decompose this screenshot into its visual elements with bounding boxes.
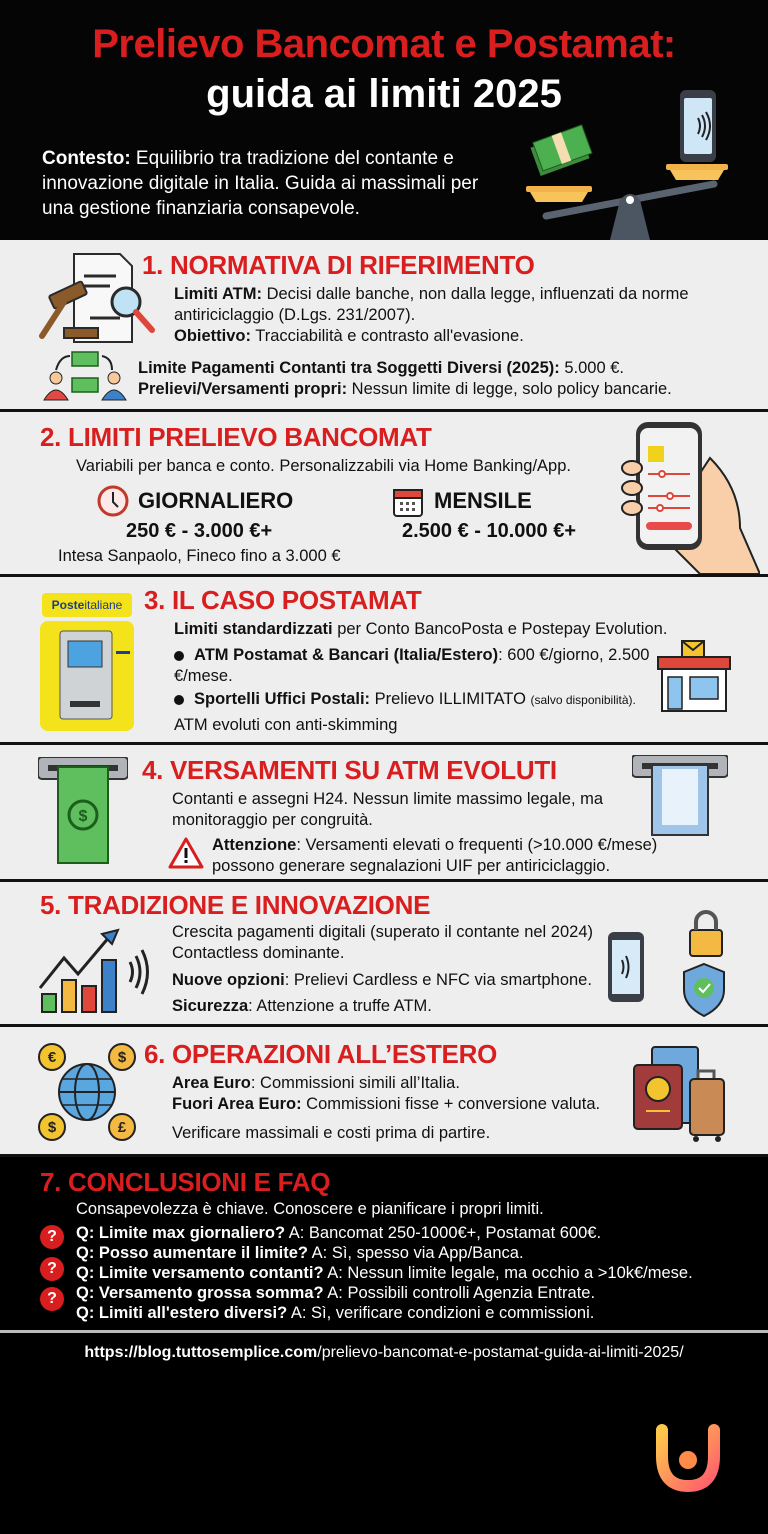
section-title: 1. NORMATIVA DI RIFERIMENTO	[142, 250, 535, 280]
svg-text:€: €	[47, 1049, 57, 1066]
section-title: 2. LIMITI PRELIEVO BANCOMAT	[40, 422, 432, 452]
url-path: /prelievo-bancomat-e-postamat-guida-ai-limiti-2025/	[317, 1344, 684, 1361]
calendar-icon	[392, 484, 424, 518]
question-icon: ?	[40, 1287, 64, 1311]
section-postamat	[0, 577, 768, 745]
title-line-1: Prelievo Bancomat e Postamat:	[92, 22, 676, 66]
intro-text	[174, 619, 734, 640]
question: Q: Versamento grossa somma?	[76, 1284, 324, 1302]
url-domain: https://blog.tuttosemplice.com	[84, 1344, 318, 1361]
bullet-dot	[174, 695, 184, 705]
label: Area Euro	[172, 1074, 251, 1092]
verificare-text: Verificare massimali e costi prima di partire.	[172, 1124, 491, 1142]
note: (salvo disponibilità).	[530, 693, 636, 707]
body: per Conto BancoPosta e Postepay Evolution.	[332, 620, 668, 638]
daily-label: GIORNALIERO	[138, 488, 294, 513]
svg-text:$: $	[117, 1049, 127, 1066]
section-estero	[0, 1027, 768, 1157]
daily-value: 250 € - 3.000 €+	[126, 520, 273, 542]
phone-in-hand-icon	[620, 418, 760, 574]
bullet-sportelli	[174, 689, 664, 711]
daily-note: Intesa Sanpaolo, Fineco fino a 3.000 €	[58, 547, 341, 565]
passport-luggage-icon	[632, 1045, 732, 1145]
label: ATM Postamat & Bancari (Italia/Estero)	[194, 646, 499, 664]
svg-text:$: $	[47, 1119, 57, 1136]
answer: A: Sì, verificare condizioni e commissioni.	[287, 1304, 595, 1322]
context-text	[42, 146, 512, 221]
post-office-icon	[656, 639, 732, 713]
faq-item	[76, 1283, 595, 1304]
section-title: 7. CONCLUSIONI E FAQ	[40, 1167, 331, 1197]
bullet-atm	[174, 645, 664, 687]
cash-deposit-slot-icon	[38, 757, 128, 867]
poste-italiane-logo	[42, 593, 132, 617]
svg-text:£: £	[117, 1119, 127, 1136]
body: : Versamenti elevati o frequenti (>10.000 €/mese) possono generare segnalazioni UIF per antiriciclaggio.	[212, 836, 658, 875]
limite-pagamenti-text	[138, 358, 758, 400]
body: : Prelievi Cardless e NFC via smartphone.	[284, 971, 592, 989]
label: Limiti ATM:	[174, 285, 262, 303]
faq-item	[76, 1263, 693, 1284]
section-faq	[0, 1157, 768, 1333]
question: Q: Limiti all'estero diversi?	[76, 1304, 288, 1322]
label: Limiti standardizzati	[174, 620, 333, 638]
svg-text:$: $	[78, 808, 88, 825]
monthly-value: 2.500 € - 10.000 €+	[402, 520, 577, 542]
cash-scale-phone-icon	[520, 88, 740, 240]
faq-item	[76, 1223, 601, 1244]
check-deposit-slot-icon	[632, 755, 728, 837]
section-title: 4. VERSAMENTI SU ATM EVOLUTI	[142, 755, 557, 785]
limiti-atm-text	[174, 284, 694, 347]
label: Sicurezza	[172, 997, 249, 1015]
question-icon: ?	[40, 1257, 64, 1281]
label: Nuove opzioni	[172, 971, 285, 989]
header	[0, 0, 768, 240]
faq-intro: Consapevolezza è chiave. Conoscere e pianificare i propri limiti.	[76, 1200, 544, 1218]
label: Sportelli Uffici Postali:	[194, 690, 371, 708]
clock-icon	[96, 484, 130, 518]
brand-light: italiane	[84, 598, 123, 612]
body: : Commissioni simili all’Italia.	[250, 1074, 460, 1092]
answer: A: Bancomat 250-1000€+, Postamat 600€.	[285, 1224, 602, 1242]
line2-text	[172, 970, 642, 991]
warning-text	[212, 835, 712, 877]
note-text: ATM evoluti con anti-skimming	[174, 716, 398, 734]
label: Prelievi/Versamenti propri:	[138, 380, 348, 398]
body: : Attenzione a truffe ATM.	[248, 997, 432, 1015]
section-innovazione	[0, 882, 768, 1027]
monthly-label: MENSILE	[434, 488, 532, 513]
answer: A: Nessun limite legale, ma occhio a >10k€/mese.	[323, 1264, 693, 1282]
answer: A: Sì, spesso via App/Banca.	[307, 1244, 524, 1262]
bullet-dot	[174, 651, 184, 661]
warning-icon	[168, 837, 204, 869]
title-line-2: guida ai limiti 2025	[206, 72, 562, 116]
body: : 600 €/giorno, 2.500 €/mese.	[174, 646, 650, 685]
question: Q: Posso aumentare il limite?	[76, 1244, 308, 1262]
body: Commissioni fisse + conversione valuta.	[301, 1095, 601, 1113]
cash-exchange-people-icon	[42, 348, 128, 402]
body: Prelievo ILLIMITATO	[370, 690, 531, 708]
faq-item	[76, 1303, 594, 1324]
question-icon: ?	[40, 1225, 64, 1249]
label: Limite Pagamenti Contanti tra Soggetti Diversi (2025):	[138, 359, 560, 377]
body: Nessun limite di legge, solo policy bancarie.	[347, 380, 672, 398]
section-title: 5. TRADIZIONE E INNOVAZIONE	[40, 890, 431, 920]
section-normativa	[0, 240, 768, 412]
section-versamenti	[0, 745, 768, 882]
source-url-link[interactable]	[0, 1344, 768, 1362]
brand-strong: Poste	[51, 598, 85, 612]
line1-text: Crescita pagamenti digitali (superato il contante nel 2024) Contactless dominante.	[172, 923, 593, 962]
area-euro-text	[172, 1073, 632, 1115]
tuttosemplice-logo-icon	[652, 1424, 724, 1492]
line3-text	[172, 996, 642, 1017]
body: 5.000 €.	[559, 359, 624, 377]
growth-chart-icon	[38, 928, 162, 1016]
body: Decisi dalle banche, non dalla legge, influenzati da norme antiriciclaggio (D.Lgs. 231/2007).	[174, 285, 689, 324]
question: Q: Limite max giornaliero?	[76, 1224, 286, 1242]
label: Obiettivo:	[174, 327, 251, 345]
section-title: 6. OPERAZIONI ALL’ESTERO	[144, 1039, 497, 1069]
body: Tracciabilità e contrasto all'evasione.	[251, 327, 524, 345]
postamat-atm-icon	[40, 621, 134, 731]
label: Attenzione	[212, 836, 297, 854]
globe-currency-icon	[38, 1043, 136, 1141]
body-text: Contanti e assegni H24. Nessun limite massimo legale, ma monitoraggio per congruità.	[172, 790, 604, 829]
faq-item	[76, 1243, 524, 1264]
gavel-document-magnifier-icon	[38, 250, 158, 348]
section-limiti-bancomat	[0, 412, 768, 577]
answer: A: Possibili controlli Agenzia Entrate.	[323, 1284, 596, 1302]
context-label: Contesto:	[42, 148, 131, 169]
section-title: 3. IL CASO POSTAMAT	[144, 585, 422, 615]
question: Q: Limite versamento contanti?	[76, 1264, 324, 1282]
label: Fuori Area Euro:	[172, 1095, 302, 1113]
intro-text: Variabili per banca e conto. Personalizzabili via Home Banking/App.	[76, 457, 571, 475]
context-body: Equilibrio tra tradizione del contante e innovazione digitale in Italia. Guida ai massimali per una gestione finanziaria consapevole.	[42, 148, 479, 219]
phone-lock-shield-icon	[604, 910, 734, 1018]
